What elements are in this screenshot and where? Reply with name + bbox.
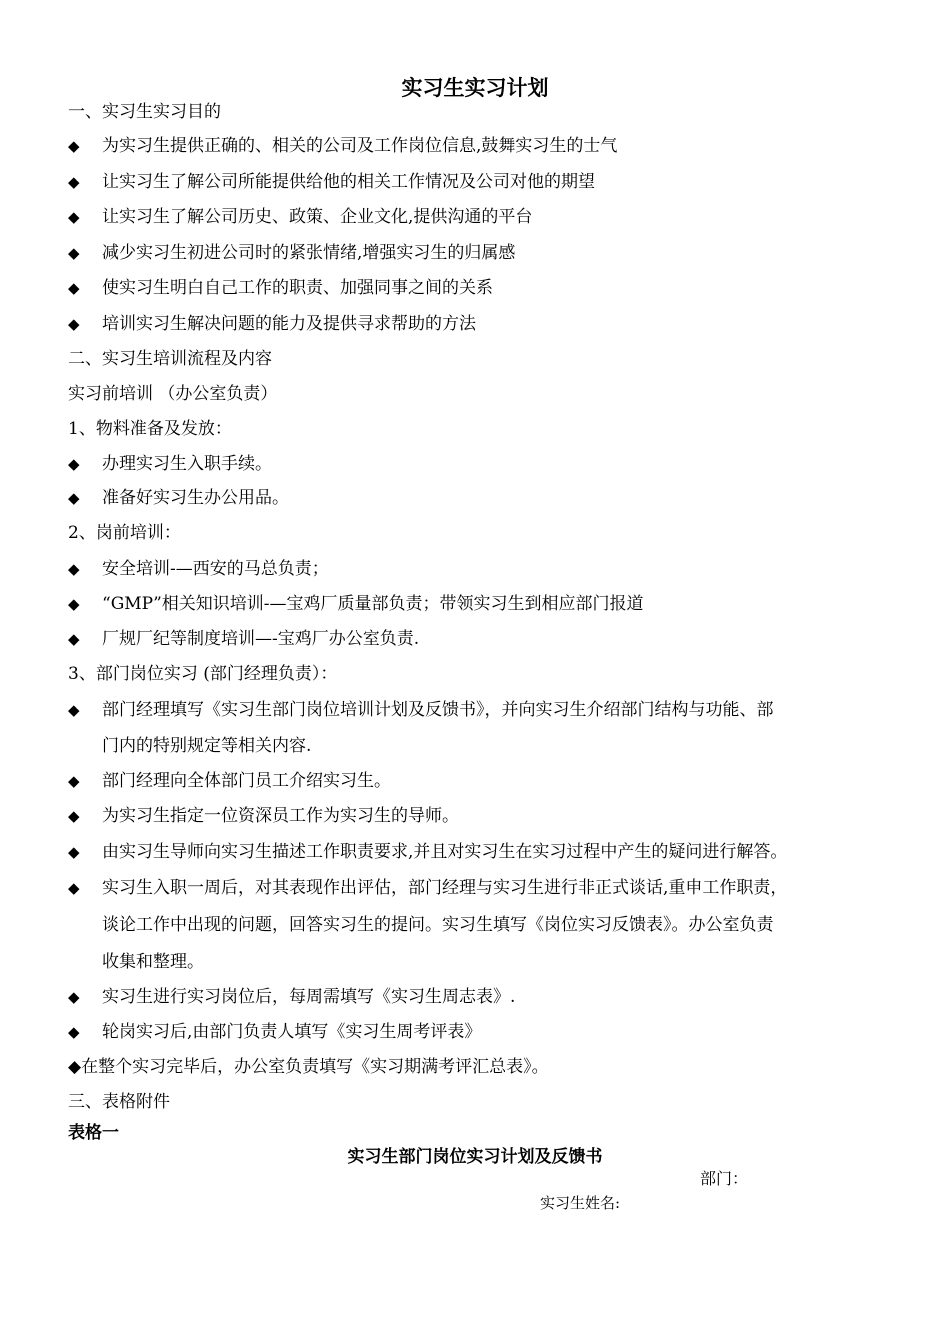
diamond-bullet-icon: ◆ bbox=[68, 772, 80, 790]
diamond-bullet-icon: ◆ bbox=[68, 630, 80, 648]
list-item: ◆ 由实习生导师向实习生描述工作职责要求,并且对实习生在实习过程中产生的疑问进行解答。 bbox=[68, 842, 788, 862]
list-item: ◆ 厂规厂纪等制度培训—-宝鸡厂办公室负责. bbox=[68, 629, 420, 649]
list-item: ◆ 办理实习生入职手续。 bbox=[68, 454, 272, 474]
list-item: ◆ 部门经理填写《实习生部门岗位培训计划及反馈书》，并向实习生介绍部门结构与功能、部 bbox=[68, 700, 774, 720]
sub1-heading: 1、物料准备及发放： bbox=[68, 419, 232, 439]
list-item: ◆ 部门经理向全体部门员工介绍实习生。 bbox=[68, 771, 391, 791]
diamond-bullet-icon: ◆ bbox=[68, 244, 80, 262]
diamond-bullet-icon: ◆ bbox=[68, 879, 80, 897]
list-item: ◆ 让实习生了解公司所能提供给他的相关工作情况及公司对他的期望 bbox=[68, 172, 595, 192]
diamond-bullet-icon: ◆ bbox=[68, 560, 80, 578]
intern-name-label: 实习生姓名: bbox=[540, 1194, 621, 1212]
list-item: ◆ “GMP”相关知识培训-—宝鸡厂质量部负责；带领实习生到相应部门报道 bbox=[68, 594, 644, 614]
sub2-heading: 2、岗前培训： bbox=[68, 523, 181, 543]
list-item-continuation: 谈论工作中出现的问题，回答实习生的提问。实习生填写《岗位实习反馈表》。办公室负责 bbox=[102, 915, 774, 935]
list-item: ◆ 实习生入职一周后，对其表现作出评估，部门经理与实习生进行非正式谈话,重申工作职责， bbox=[68, 878, 788, 898]
section1-heading: 一、实习生实习目的 bbox=[68, 102, 221, 122]
diamond-bullet-icon: ◆ bbox=[68, 455, 80, 473]
department-label: 部门： bbox=[700, 1169, 749, 1188]
list-item: ◆ 为实习生指定一位资深员工作为实习生的导师。 bbox=[68, 806, 459, 826]
list-item: ◆ 使实习生明白自己工作的职责、加强同事之间的关系 bbox=[68, 278, 493, 298]
section2-heading: 二、实习生培训流程及内容 bbox=[68, 349, 272, 369]
final-list-item: ◆在整个实习完毕后，办公室负责填写《实习期满考评汇总表》。 bbox=[68, 1057, 549, 1077]
diamond-bullet-icon: ◆ bbox=[68, 315, 80, 333]
diamond-bullet-icon: ◆ bbox=[68, 137, 80, 155]
diamond-bullet-icon: ◆ bbox=[68, 279, 80, 297]
diamond-bullet-icon: ◆ bbox=[68, 173, 80, 191]
form-title: 实习生部门岗位实习计划及反馈书 bbox=[347, 1147, 603, 1167]
list-item: ◆ 安全培训-—西安的马总负责； bbox=[68, 559, 329, 579]
section3-heading: 三、表格附件 bbox=[68, 1092, 170, 1112]
diamond-bullet-icon: ◆ bbox=[68, 988, 80, 1006]
diamond-bullet-icon: ◆ bbox=[68, 1023, 80, 1041]
diamond-bullet-icon: ◆ bbox=[68, 595, 80, 613]
list-item: ◆ 实习生进行实习岗位后，每周需填写《实习生周志表》. bbox=[68, 987, 516, 1007]
diamond-bullet-icon: ◆ bbox=[68, 701, 80, 719]
list-item: ◆ 让实习生了解公司历史、政策、企业文化,提供沟通的平台 bbox=[68, 207, 533, 227]
list-item: ◆ 准备好实习生办公用品。 bbox=[68, 488, 289, 508]
list-item-continuation: 收集和整理。 bbox=[102, 952, 204, 972]
list-item: ◆ 减少实习生初进公司时的紧张情绪,增强实习生的归属感 bbox=[68, 243, 516, 263]
pre-training-heading: 实习前培训 （办公室负责） bbox=[68, 384, 278, 404]
page-title: 实习生实习计划 bbox=[401, 76, 549, 100]
diamond-bullet-icon: ◆ bbox=[68, 807, 80, 825]
table-label: 表格一 bbox=[68, 1123, 119, 1143]
list-item-continuation: 门内的特别规定等相关内容. bbox=[102, 736, 312, 756]
list-item: ◆ 为实习生提供正确的、相关的公司及工作岗位信息,鼓舞实习生的士气 bbox=[68, 136, 618, 156]
diamond-bullet-icon: ◆ bbox=[68, 208, 80, 226]
list-item: ◆ 培训实习生解决问题的能力及提供寻求帮助的方法 bbox=[68, 314, 476, 334]
diamond-bullet-icon: ◆ bbox=[68, 843, 80, 861]
sub3-heading: 3、部门岗位实习 (部门经理负责）： bbox=[68, 664, 338, 684]
diamond-bullet-icon: ◆ bbox=[68, 489, 80, 507]
list-item: ◆ 轮岗实习后,由部门负责人填写《实习生周考评表》 bbox=[68, 1022, 482, 1042]
